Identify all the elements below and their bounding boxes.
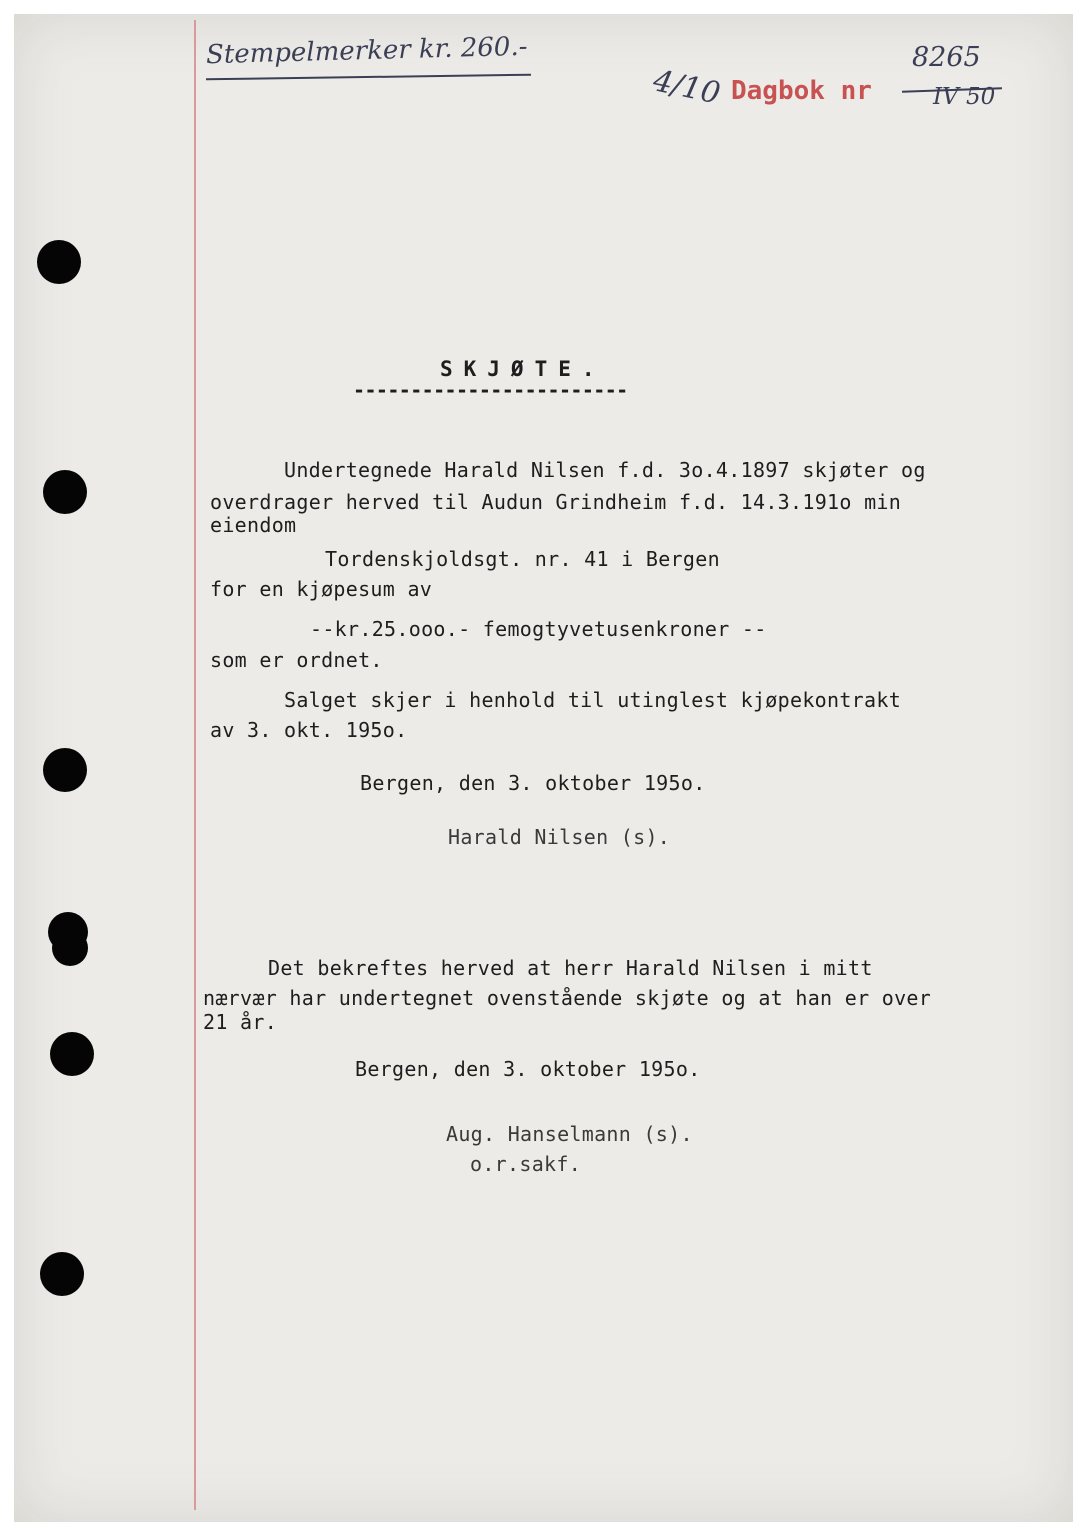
body-line: Det bekreftes herved at herr Harald Nilsen i mitt: [268, 956, 873, 980]
dagbok-sub: IV 50: [933, 84, 996, 110]
signature-line: Aug. Hanselmann (s).: [446, 1122, 693, 1146]
signature-title: o.r.sakf.: [470, 1152, 582, 1176]
dagbok-stamp: Dagbok nr: [731, 76, 872, 106]
punch-hole: [50, 1032, 94, 1076]
date-note: 4/10: [650, 63, 724, 112]
body-line: Salget skjer i henhold til utinglest kjøpekontrakt: [284, 688, 902, 712]
punch-hole: [40, 1252, 84, 1296]
margin-line: [194, 20, 196, 1510]
punch-hole: [52, 930, 88, 966]
body-line: nærvær har undertegnet ovenstående skjøte og at han er over: [203, 986, 932, 1010]
stamp-fee-note: Stempelmerker kr. 260.-: [205, 31, 528, 71]
body-line: --kr.25.ooo.- femogtyvetusenkroner --: [310, 617, 767, 641]
punch-hole: [43, 748, 87, 792]
body-line: for en kjøpesum av: [210, 577, 433, 601]
body-line: Tordenskjoldsgt. nr. 41 i Bergen: [325, 547, 720, 571]
body-line: eiendom: [210, 513, 297, 537]
body-line: overdrager herved til Audun Grindheim f.d. 14.3.191o min: [210, 490, 902, 514]
dagbok-number: 8265: [912, 42, 981, 73]
body-line: av 3. okt. 195o.: [210, 718, 408, 742]
document-page: [14, 14, 1073, 1522]
document-title: SKJØTE.: [440, 357, 606, 381]
body-line: Undertegnede Harald Nilsen f.d. 3o.4.1897 skjøter og: [284, 458, 926, 482]
body-line: som er ordnet.: [210, 648, 383, 672]
punch-hole: [37, 240, 81, 284]
signature-line: Harald Nilsen (s).: [448, 825, 671, 849]
body-line: 21 år.: [203, 1010, 278, 1034]
date-line: Bergen, den 3. oktober 195o.: [355, 1057, 701, 1081]
punch-hole: [43, 470, 87, 514]
title-rule: ------------------------: [353, 378, 628, 402]
date-line: Bergen, den 3. oktober 195o.: [360, 771, 706, 795]
